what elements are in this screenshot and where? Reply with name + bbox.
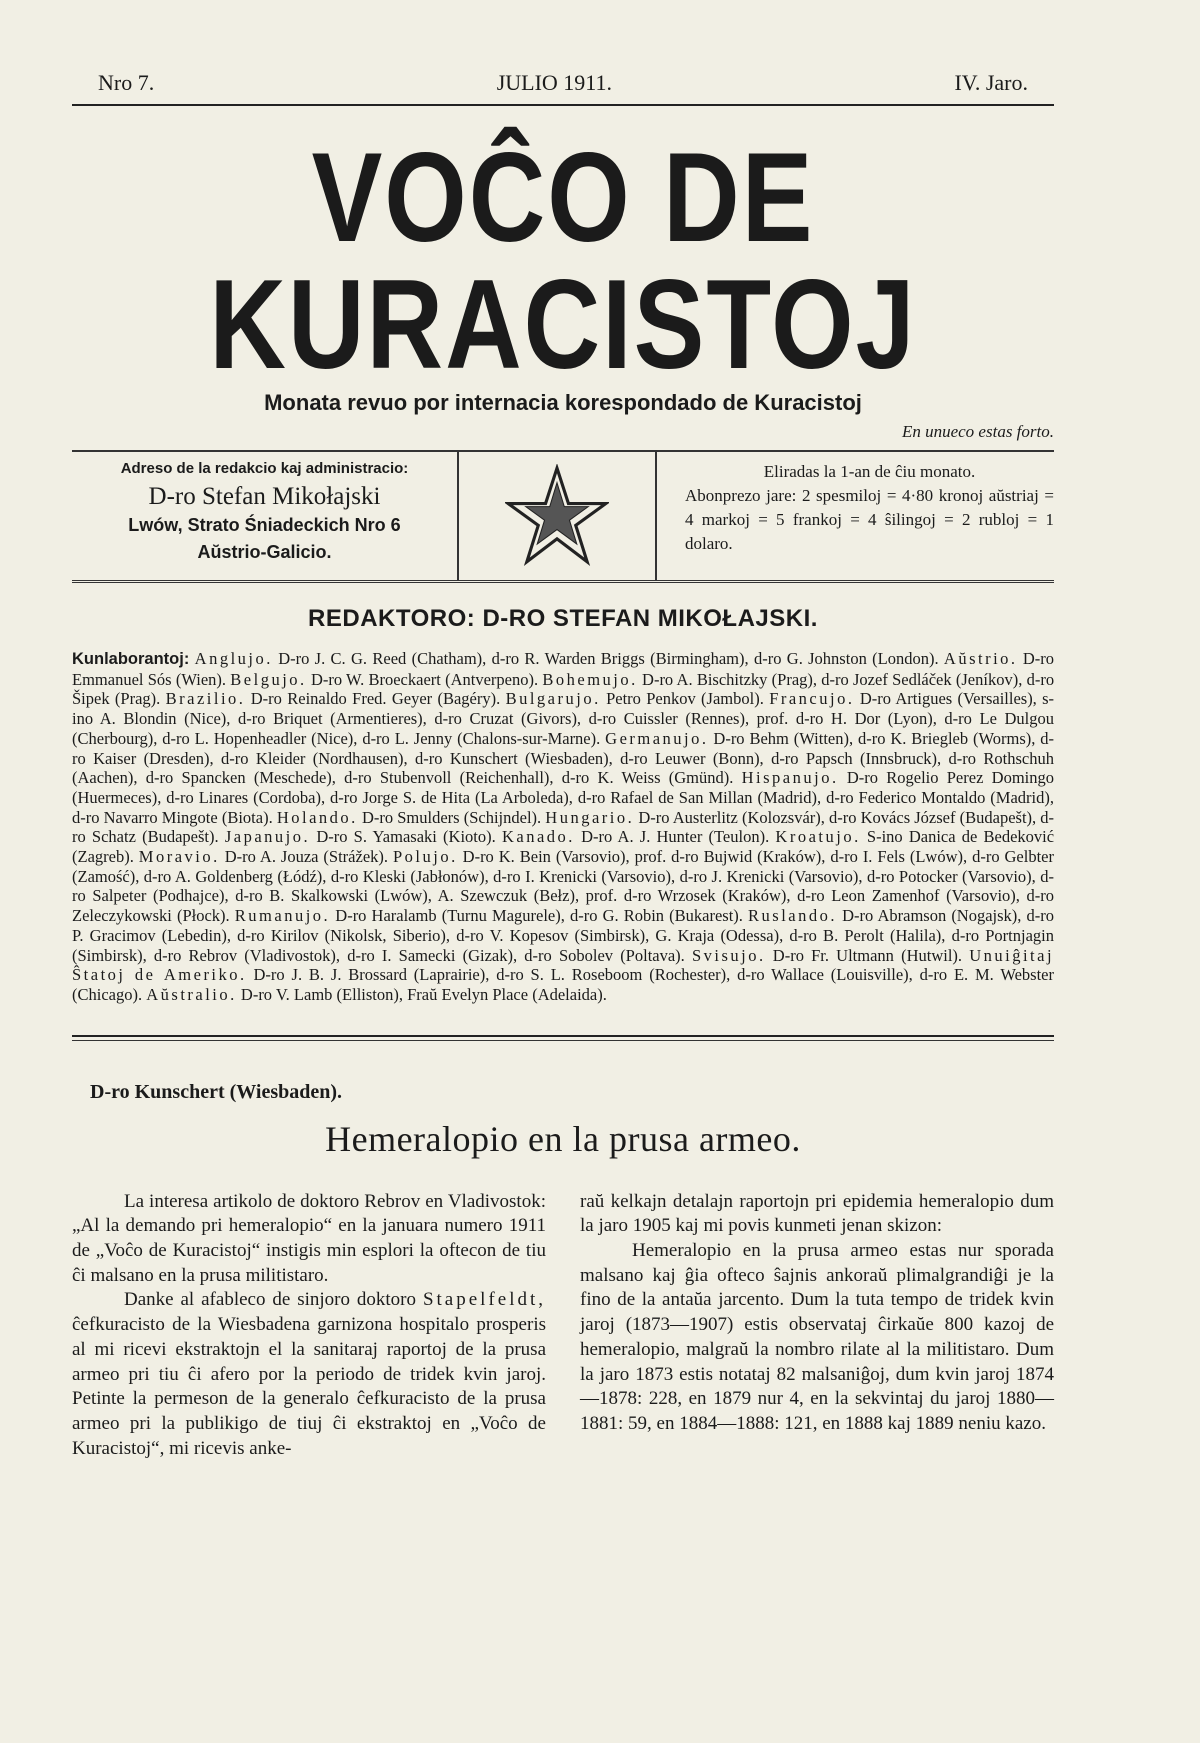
address-label: Adreso de la redakcio kaj administracio: (120, 460, 409, 477)
article-title: Hemeralopio en la prusa armeo. (325, 1118, 801, 1159)
collaborator-names: D-ro Artigues (Versailles), s-ino A. Blondin (Nice), d-ro Briquet (Armentieres), d-ro Cruzat (Givors), d-ro Cuissler (Rennes), prof. d-ro H. Dor (Lyon), d-ro Le Dulgou (Cherbourg), d-ro L. Hopenheadler (Nice), d-ro L. Jenny (Chalons-sur-Marne). (72, 689, 1055, 748)
publication-info (657, 452, 1054, 580)
collaborators-label: Kunlaborantoj: (72, 650, 190, 668)
collaborator-country: Aŭstrio. (943, 649, 1018, 668)
collaborator-country: Polujo. (392, 847, 458, 867)
collaborator-names: D-ro Smulders (Schijndel). (361, 807, 542, 827)
paragraph: La interesa artikolo de doktoro Rebrov en Vladivostok: „Al la demando pri hemeralopio“ en la januara numero 1911 de „Voĉo de Kuracistoj“ instigis min esplori la oftecon de tiu ĉi malsano en la prusa militistaro. (72, 1190, 546, 1286)
issue-year: IV. Jaro. (954, 70, 1028, 95)
article-column-left (72, 1190, 546, 1462)
editorial-address (72, 452, 457, 580)
publication-frequency: Eliradas la 1-an de ĉiu monato. (763, 462, 976, 481)
issue-number: Nro 7. (98, 70, 155, 95)
newspaper-page (72, 70, 1054, 1461)
collaborator-country: Bohemujo. (542, 669, 638, 689)
collaborator-country: Ruslando. (748, 906, 838, 926)
section-divider (72, 1035, 1054, 1041)
collaborator-country: Rumanujo. (234, 906, 331, 926)
article-column-right (580, 1190, 1054, 1462)
collaborator-names: D-ro Austerlitz (Kolozsvár), d-ro Kovács József (Budapešt), d-ro Schatz (Budapešt). (72, 807, 1055, 847)
paragraph: raŭ kelkajn detalajn raportojn pri epidemia hemeralopio dum la jaro 1905 kaj mi povis kunmeti jenan skizon: (580, 1190, 1054, 1237)
subscription-price: Abonprezo jare: 2 spesmiloj = 4·80 kronoj aŭstriaj = 4 markoj = 5 frankoj = 4 ŝilingoj = 2 rubloj = 1 dolaro. (685, 486, 1054, 553)
collaborator-names: D-ro Abramson (Nogajsk), d-ro P. Gracimov (Lebedin), d-ro Kirilov (Nikolsk, Siberio), d-ro V. Kopesov (Simbirsk), G. Kraja (Odessa), d-ro B. Perolt (Halila), d-ro Portnjagin (Simbirsk), d-ro Rebrov (Vladivostok), d-ro I. Samecki (Gizak), d-ro Sobolev (Poltava). (72, 906, 1055, 965)
collaborator-country: Hispanujo. (741, 768, 839, 788)
issue-date: JULIO 1911. (496, 70, 612, 95)
paragraph: Danke al afableco de sinjoro doktoro Stapelfeldt, ĉefkuracisto de la Wiesbadena garnizona hospitalo prosperis al mi ricevi ekstraktojn el la sanitaraj raportoj de la prusa armeo pri tiu ĉi afero por la periodo de tridek kvin jaroj. Petinte la permeson de la generalo ĉefkuracisto de la prusa armeo pri la publikigo de tiuj ĉi ekstraktoj en „Voĉo de Kuracistoj“, mi ricevis anke- (72, 1289, 546, 1459)
masthead-subtitle: Monata revuo por internacia korespondado de Kuracistoj (264, 390, 862, 415)
collaborator-country: Bulgarujo. (505, 689, 601, 709)
collaborator-names: D-ro A. Jouza (Strážek). (224, 847, 389, 867)
paragraph: Hemeralopio en la prusa armeo estas nur sporada malsano kaj ĝia ofteco ŝajnis ankoraŭ plimalgrandiĝi je la fino de la antaŭa jarcento. Dum la tuta tempo de tridek kvin jaroj (1873—1907) estis observataj ĉirkaŭe 800 kazoj de hemeralopio, malgraŭ la nombro rilate al la militistaro. Dum la jaro 1873 estis notataj 82 malsaniĝoj, dum kvin jaroj 1874—1878: 228, en 1879 nur 4, en la sekvintaj du jaroj 1880—1881: 59, en 1884—1888: 121, en 1888 kaj 1889 neniu kazo. (580, 1240, 1054, 1434)
collaborator-names: D-ro Fr. Ultmann (Hutwil). (772, 945, 963, 965)
collaborator-names: D-ro J. B. J. Brossard (Laprairie), d-ro S. L. Roseboom (Rochester), d-ro Wallace (Louisville), d-ro E. M. Webster (Chicago). (72, 965, 1055, 1004)
collaborator-country: Kanado. (501, 827, 575, 847)
collaborator-country: Germanujo. (605, 728, 709, 748)
collaborator-country: Brazilio. (165, 689, 246, 709)
address-name: D-ro Stefan Mikołajski (148, 483, 381, 510)
collaborator-country: Holando. (276, 807, 358, 827)
collaborator-country: Kroatujo. (775, 827, 861, 847)
collaborator-country: Francujo. (769, 689, 855, 709)
collaborator-names: D-ro A. Bischitzky (Prag), d-ro Jozef Sedláček (Jeníkov), d-ro Šipek (Prag). (72, 669, 1055, 709)
collaborators (72, 649, 1054, 1005)
collaborator-names: D-ro K. Bein (Varsovio), prof. d-ro Bujwid (Kraków), d-ro I. Fels (Lwów), d-ro Gelbter (Zamość), d-ro A. Goldenberg (Łódź), d-ro Kleski (Jabłonów), d-ro I. Krenicki (Varsovio), d-ro J. Krenicki (Varsovio), d-ro Potocker (Varsovio), d-ro Salpeter (Podhajce), d-ro B. Skalkowski (Lwów), A. Szewczuk (Bełz), prof. d-ro Wrzosek (Kraków), d-ro Leon Zamenhof (Varsovio), d-ro Zeleczykowski (Płock). (72, 847, 1054, 926)
collaborator-names: S-ino Danica de Bedeković (Zagreb). (72, 827, 1055, 867)
collaborator-names: D-ro Emmanuel Sós (Wien). (72, 649, 1055, 689)
collaborator-names: D-ro A. J. Hunter (Teulon). (581, 827, 770, 847)
person-name: Stapelfeldt, (422, 1289, 546, 1311)
issue-header (72, 70, 1054, 96)
collaborator-names: D-ro Reinaldo Fred. Geyer (Bagéry). (250, 689, 501, 709)
editor-line: REDAKTORO: D-RO STEFAN MIKOŁAJSKI. (308, 605, 818, 632)
collaborator-country: Hungario. (545, 807, 635, 827)
address-street: Lwów, Strato Śniadeckich Nro 6 (128, 515, 401, 535)
article-author: D-ro Kunschert (Wiesbaden). (90, 1080, 343, 1103)
masthead-title: VOĈO DE KURACISTOJ (209, 126, 917, 396)
motto: En unueco estas forto. (901, 422, 1054, 441)
collaborator-names: D-ro Behm (Witten), d-ro K. Briegleb (Worms), d-ro Kaiser (Dresden), d-ro Kleider (Nordhausen), d-ro Kunschert (Wiesbaden), d-ro Leuwer (Bonn), d-ro Papsch (Innsbruck), d-ro Rothschuh (Aachen), d-ro Spancken (Meschede), d-ro Stubenvoll (Reichenhall), d-ro K. Weiss (Gmünd). (72, 728, 1054, 788)
collaborator-country: Japanujo. (224, 827, 311, 847)
collaborator-country: Aŭstralio. (146, 984, 237, 1004)
collaborator-names: D-ro S. Yamasaki (Kioto). (316, 827, 496, 847)
esperanto-star-icon (457, 452, 657, 580)
info-box (72, 450, 1054, 583)
collaborator-names: Petro Penkov (Jambol). (606, 689, 764, 709)
address-country: Aŭstrio-Galicio. (197, 542, 332, 562)
collaborator-names: D-ro J. C. G. Reed (Chatham), d-ro R. Warden Briggs (Birmingham), d-ro G. Johnston (London). (278, 649, 939, 668)
collaborator-country: Anglujo. (194, 649, 273, 668)
collaborator-names: D-ro Rogelio Perez Domingo (Huermeces), d-ro Linares (Cordoba), d-ro Jorge S. de Hita (La Arboleda), d-ro Rafael de San Millan (Madrid), d-ro Federico Montaldo (Madrid), d-ro Navarro Mingote (Biota). (72, 768, 1054, 827)
header-rule (72, 104, 1054, 106)
collaborator-names: D-ro Haralamb (Turnu Magurele), d-ro G. Robin (Bukarest). (335, 906, 743, 926)
collaborator-country: Belgujo. (230, 669, 307, 689)
article-body (72, 1190, 1054, 1462)
collaborator-country: Moravio. (138, 847, 220, 867)
collaborator-country: Unuiĝitaj Ŝtatoj de Ameriko. (72, 945, 1055, 985)
collaborator-names: D-ro V. Lamb (Elliston), Fraŭ Evelyn Place (Adelaida). (240, 984, 607, 1004)
collaborator-country: Svisujo. (691, 945, 766, 965)
collaborator-names: D-ro W. Broeckaert (Antverpeno). (310, 669, 539, 689)
